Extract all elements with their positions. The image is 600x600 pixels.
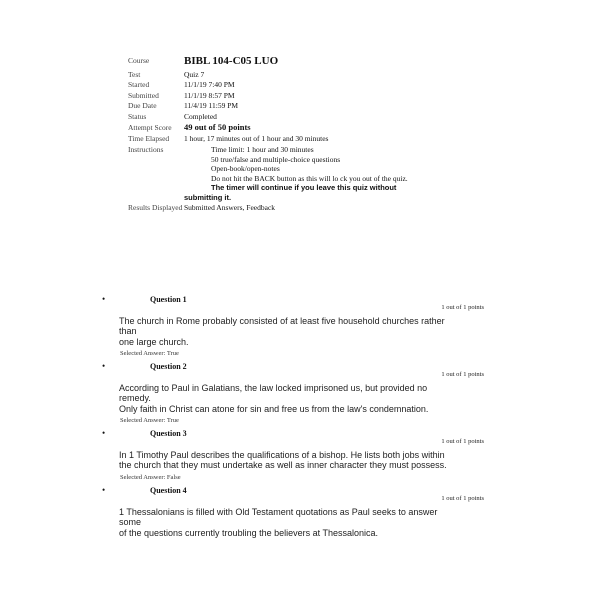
question-text-line: Only faith in Christ can atone for sin and free us from the law's condemnation. [119,403,429,414]
question-text-line: According to Paul in Galatians, the law locked imprisoned us, but provided no remedy. [119,383,428,404]
started-value: 11/1/19 7:40 PM [184,80,235,89]
question-title: Question 1 [150,295,187,304]
question-text-line: In 1 Timothy Paul describes the qualifications of a bishop. He lists both jobs within [119,450,445,460]
question-text [119,507,459,538]
question-text-line: The church in Rome probably consisted of at least five household churches rather than [119,316,445,337]
status-value: Completed [184,112,217,121]
question-points: 1 out of 1 points [441,438,484,445]
label-status: Status [128,112,147,121]
instruction-line: Open-book/open-notes [211,164,280,173]
question-text [119,450,459,471]
question-title: Question 3 [150,429,187,438]
question-text-line: of the questions currently troubling the believers at Thessalonica. [119,527,378,538]
label-course: Course [128,56,150,65]
bullet-icon: • [102,428,106,438]
label-time-elapsed: Time Elapsed [128,134,170,143]
label-started: Started [128,80,150,89]
label-instructions: Instructions [128,145,164,154]
bullet-icon: • [102,361,106,371]
selected-answer: Selected Answer: False [120,474,181,481]
instruction-warning: submitting it. [184,193,232,202]
question-points: 1 out of 1 points [441,304,484,311]
results-displayed-value: Submitted Answers, Feedback [184,203,276,212]
label-test: Test [128,70,141,79]
time-elapsed-value: 1 hour, 17 minutes out of 1 hour and 30 minutes [184,134,329,143]
question-text [119,383,459,414]
instruction-warning: The timer will continue if you leave this quiz without [211,183,397,192]
instruction-line: 50 true/false and multiple-choice questions [211,155,341,164]
label-attempt-score: Attempt Score [128,123,172,132]
question-title: Question 4 [150,486,187,495]
label-due-date: Due Date [128,101,157,110]
bullet-icon: • [102,294,106,304]
question-text-line: the church that they must undertake as well as inner character they must possess. [119,460,447,471]
instruction-line: Do not hit the BACK button as this will lo ck you out of the quiz. [211,174,408,183]
label-results-displayed: Results Displayed [128,203,183,212]
question-title: Question 2 [150,362,187,371]
attempt-score-value: 49 out of 50 points [184,122,251,132]
bullet-icon: • [102,485,106,495]
question-text [119,316,459,347]
question-points: 1 out of 1 points [441,371,484,378]
question-points: 1 out of 1 points [441,495,484,502]
label-submitted: Submitted [128,91,159,100]
course-title: BIBL 104-C05 LUO [184,55,279,67]
selected-answer: Selected Answer: True [120,350,179,357]
submitted-value: 11/1/19 8:57 PM [184,91,235,100]
due-date-value: 11/4/19 11:59 PM [184,101,239,110]
question-text-line: one large church. [119,336,189,347]
selected-answer: Selected Answer: True [120,417,179,424]
instruction-line: Time limit: 1 hour and 30 minutes [211,145,314,154]
test-value: Quiz 7 [184,70,205,79]
question-text-line: 1 Thessalonians is filled with Old Testament quotations as Paul seeks to answer some [119,507,438,528]
